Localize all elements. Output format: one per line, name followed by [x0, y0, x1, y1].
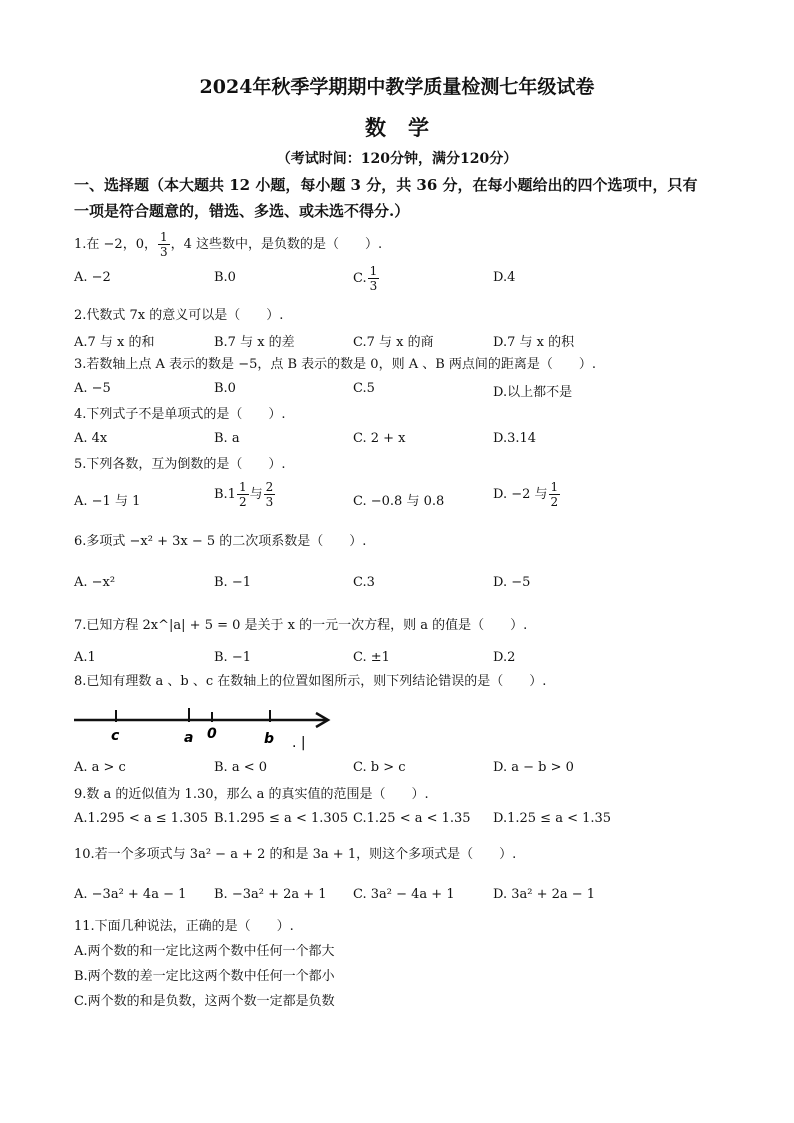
option-c[interactable]: C. 3a² − 4a + 1: [353, 887, 455, 902]
question-3-stem: 3.若数轴上点 A 表示的数是 −5，点 B 表示的数是 0，则 A 、B 两点间的距离是（ ）.: [74, 357, 597, 372]
option-c[interactable]: C. b > c: [353, 760, 406, 775]
label-c: c: [111, 728, 120, 744]
fraction: $\frac{1}{3}$: [159, 230, 168, 259]
section-line-1: 一、选择题（本大题共 12 小题，每小题 3 分，共 36 分，在每小题给出的四个选项中，只有: [74, 176, 698, 194]
exam-title: 2024年秋季学期期中教学质量检测七年级试卷: [199, 76, 595, 98]
option-b[interactable]: B.1 $\frac{1}{2}$ 与 $\frac{2}{3}$: [214, 480, 274, 509]
question-7-stem: 7.已知方程 2x^|a| + 5 = 0 是关于 x 的一元一次方程，则 a 的值是（ ）.: [74, 618, 528, 633]
option-b[interactable]: B.1.295 ≤ a < 1.305: [214, 811, 349, 826]
option-a[interactable]: A. −5: [74, 381, 111, 396]
question-9-stem: 9.数 a 的近似值为 1.30，那么 a 的真实值的范围是（ ）.: [74, 787, 429, 802]
option-b[interactable]: B. −1: [214, 575, 251, 590]
option-c[interactable]: C.5: [353, 381, 375, 396]
question-6-options: [74, 575, 734, 595]
option-b[interactable]: B. −1: [214, 650, 251, 665]
option-b[interactable]: B.7 与 x 的差: [214, 335, 295, 350]
option-d[interactable]: D.4: [493, 270, 516, 285]
question-8-options: [74, 760, 734, 780]
option-d[interactable]: D.以上都不是: [493, 385, 573, 400]
option-c[interactable]: C. −0.8 与 0.8: [353, 494, 445, 509]
section-heading: [74, 172, 734, 224]
option-b[interactable]: B. a: [214, 431, 240, 446]
option-c[interactable]: C.两个数的和是负数，这两个数一定都是负数: [74, 994, 335, 1009]
question-3-options: [74, 381, 734, 401]
option-d[interactable]: D. 3a² + 2a − 1: [493, 887, 596, 902]
question-4-options: [74, 431, 734, 451]
label-b: b: [264, 731, 275, 747]
option-a[interactable]: A. −1 与 1: [74, 494, 141, 509]
option-d[interactable]: D.2: [493, 650, 516, 665]
option-d[interactable]: D. a − b > 0: [493, 760, 574, 775]
option-a[interactable]: A. −3a² + 4a − 1: [74, 887, 187, 902]
question-2-options: [74, 331, 734, 351]
question-9-options: [74, 811, 734, 831]
label-a: a: [184, 730, 194, 746]
option-a[interactable]: A.1: [74, 650, 96, 665]
question-6-stem: 6.多项式 −x² + 3x − 5 的二次项系数是（ ）.: [74, 534, 367, 549]
option-d[interactable]: D.1.25 ≤ a < 1.35: [493, 811, 612, 826]
option-d[interactable]: D.3.14: [493, 431, 537, 446]
option-a[interactable]: A.1.295 < a ≤ 1.305: [74, 811, 209, 826]
question-8-stem: 8.已知有理数 a 、b 、c 在数轴上的位置如图所示，则下列结论错误的是（ ）.: [74, 674, 547, 689]
question-1-stem: 1.在 −2，0， $\frac{1}{3}$ ，4 这些数中，是负数的是（ ）.: [74, 230, 383, 259]
option-c[interactable]: C.3: [353, 575, 375, 590]
option-a[interactable]: A. −x²: [74, 575, 116, 590]
question-2-stem: 2.代数式 7x 的意义可以是（ ）.: [74, 308, 284, 323]
number-line-figure: [72, 700, 334, 752]
question-7-options: [74, 650, 734, 670]
option-a[interactable]: A. 4x: [74, 431, 108, 446]
subject-title: 数学: [365, 115, 451, 140]
exam-info: （考试时间：120分钟，满分120分）: [276, 151, 518, 167]
option-a[interactable]: A.两个数的和一定比这两个数中任何一个都大: [74, 944, 335, 959]
question-5-stem: 5.下列各数，互为倒数的是（ ）.: [74, 457, 286, 472]
option-c[interactable]: C. 2 + x: [353, 431, 406, 446]
option-c[interactable]: C. $\frac{1}{3}$: [353, 264, 378, 293]
option-b[interactable]: B.0: [214, 381, 236, 396]
option-b[interactable]: B.两个数的差一定比这两个数中任何一个都小: [74, 969, 335, 984]
option-b[interactable]: B. −3a² + 2a + 1: [214, 887, 327, 902]
option-d[interactable]: D.7 与 x 的积: [493, 335, 575, 350]
question-10-options: [74, 887, 734, 907]
option-c[interactable]: C.7 与 x 的商: [353, 335, 434, 350]
question-4-stem: 4.下列式子不是单项式的是（ ）.: [74, 407, 286, 422]
option-b[interactable]: B.0: [214, 270, 236, 285]
option-a[interactable]: A. a > c: [74, 760, 126, 775]
option-a[interactable]: A. −2: [74, 270, 111, 285]
option-c[interactable]: C. ±1: [353, 650, 390, 665]
section-line-2: 一项是符合题意的，错选、多选、或未选不得分.）: [74, 202, 410, 220]
option-b[interactable]: B. a < 0: [214, 760, 267, 775]
label-zero: 0: [207, 726, 217, 742]
option-d[interactable]: D. −2 与 $\frac{1}{2}$: [493, 480, 559, 509]
option-c[interactable]: C.1.25 < a < 1.35: [353, 811, 471, 826]
question-5-options: [74, 480, 734, 510]
question-11-stem: 11.下面几种说法，正确的是（ ）.: [74, 919, 294, 934]
label-one: . |: [292, 735, 306, 751]
option-d[interactable]: D. −5: [493, 575, 531, 590]
question-10-stem: 10.若一个多项式与 3a² − a + 2 的和是 3a + 1，则这个多项式是（ ）.: [74, 847, 517, 862]
question-1-options: [74, 264, 734, 293]
option-a[interactable]: A.7 与 x 的和: [74, 335, 155, 350]
